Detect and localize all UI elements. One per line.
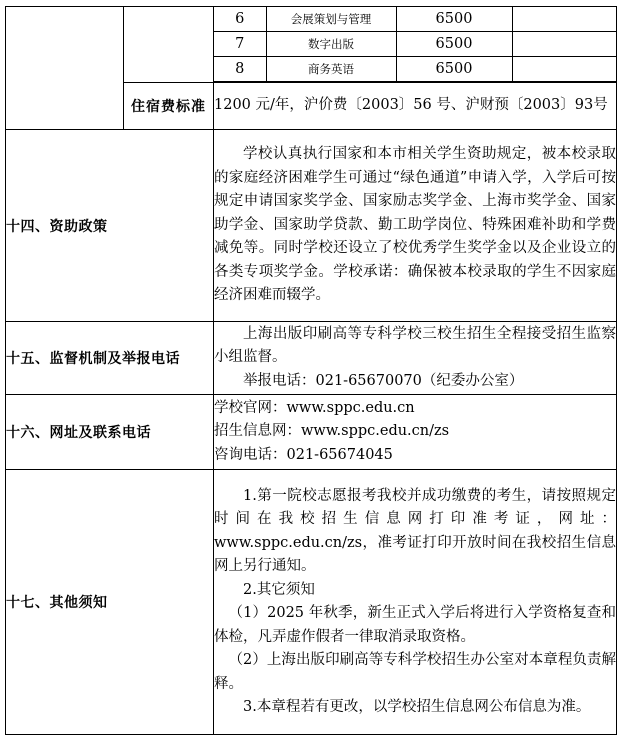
official-website-text: 学校官网：www.sppc.edu.cn: [214, 399, 415, 416]
table-row: [214, 57, 616, 82]
blank-cell: [512, 32, 616, 57]
major-fee: 6500: [396, 32, 512, 57]
major-number: 8: [214, 57, 266, 82]
report-phone-text: 举报电话：021-65670070（纪委办公室）: [243, 372, 524, 389]
table-row: [214, 32, 616, 57]
notice-paragraph-3: （1）2025 年秋季，新生正式入学后将进行入学资格复查和体检，凡弄虚作假者一律取消录取资格。: [214, 605, 616, 645]
left-blank-cell: [6, 7, 124, 130]
notice-paragraph-1: 1.第一院校志愿报考我校并成功缴费的考生，请按照规定时间在我校招生信息网打印准考证，网址：www.sppc.edu.cn/zs，准考证打印开放时间在我校招生信息网上另行通知。: [214, 487, 616, 574]
notice-paragraph-4: （2）上海出版印刷高等专科学校招生办公室对本章程负责解释。: [214, 652, 616, 692]
blank-cell: [512, 7, 616, 32]
admission-info-table: [5, 6, 617, 735]
section-17-content: [214, 470, 617, 735]
major-name: 会展策划与管理: [266, 7, 396, 32]
supervision-text: 上海出版印刷高等专科学校三校生招生全程接受招生监察小组监督。: [214, 325, 616, 366]
major-number: 6: [214, 7, 266, 32]
section-15-content: [214, 322, 617, 395]
fee-sub-blank-cell: [124, 7, 214, 83]
accommodation-label: 住宿费标准: [124, 83, 214, 130]
section-14-content: [214, 130, 617, 322]
major-fee: 6500: [396, 7, 512, 32]
table-row: [214, 7, 616, 32]
notice-paragraph-2: 2.其它须知: [243, 581, 315, 598]
major-name: 商务英语: [266, 57, 396, 82]
major-fee-table: [214, 7, 616, 82]
major-number: 7: [214, 32, 266, 57]
notice-paragraph-5: 3.本章程若有更改，以学校招生信息网公布信息为准。: [243, 699, 591, 715]
section-16-content: [214, 395, 617, 470]
financial-aid-text: 学校认真执行国家和本市相关学生资助规定，被本校录取的家庭经济困难学生可通过“绿色通道”申请入学，入学后可按规定申请国家奖学金、国家励志奖学金、上海市奖学金、国家助学金、国家助学贷款、勤工助学岗位、特殊困难补助和学费减免等。同时学校还设立了校优秀学生奖学金以及企业设立的各类专项奖学金。学校承诺：确保被本校录取的学生不因家庭经济困难而辍学。: [214, 146, 616, 304]
section-15-label: 十五、监督机制及举报电话: [6, 322, 214, 395]
major-fee: 6500: [396, 57, 512, 82]
consult-phone-text: 咨询电话：021-65674045: [214, 446, 393, 463]
blank-cell: [512, 57, 616, 82]
section-14-label: 十四、资助政策: [6, 130, 214, 322]
section-17-label: 十七、其他须知: [6, 470, 214, 735]
major-fee-cell: [214, 7, 617, 83]
admission-website-text: 招生信息网：www.sppc.edu.cn/zs: [214, 423, 450, 440]
accommodation-text: 1200 元/年，沪价费〔2003〕56 号、沪财预〔2003〕93号: [214, 83, 617, 130]
major-name: 数字出版: [266, 32, 396, 57]
section-16-label: 十六、网址及联系电话: [6, 395, 214, 470]
